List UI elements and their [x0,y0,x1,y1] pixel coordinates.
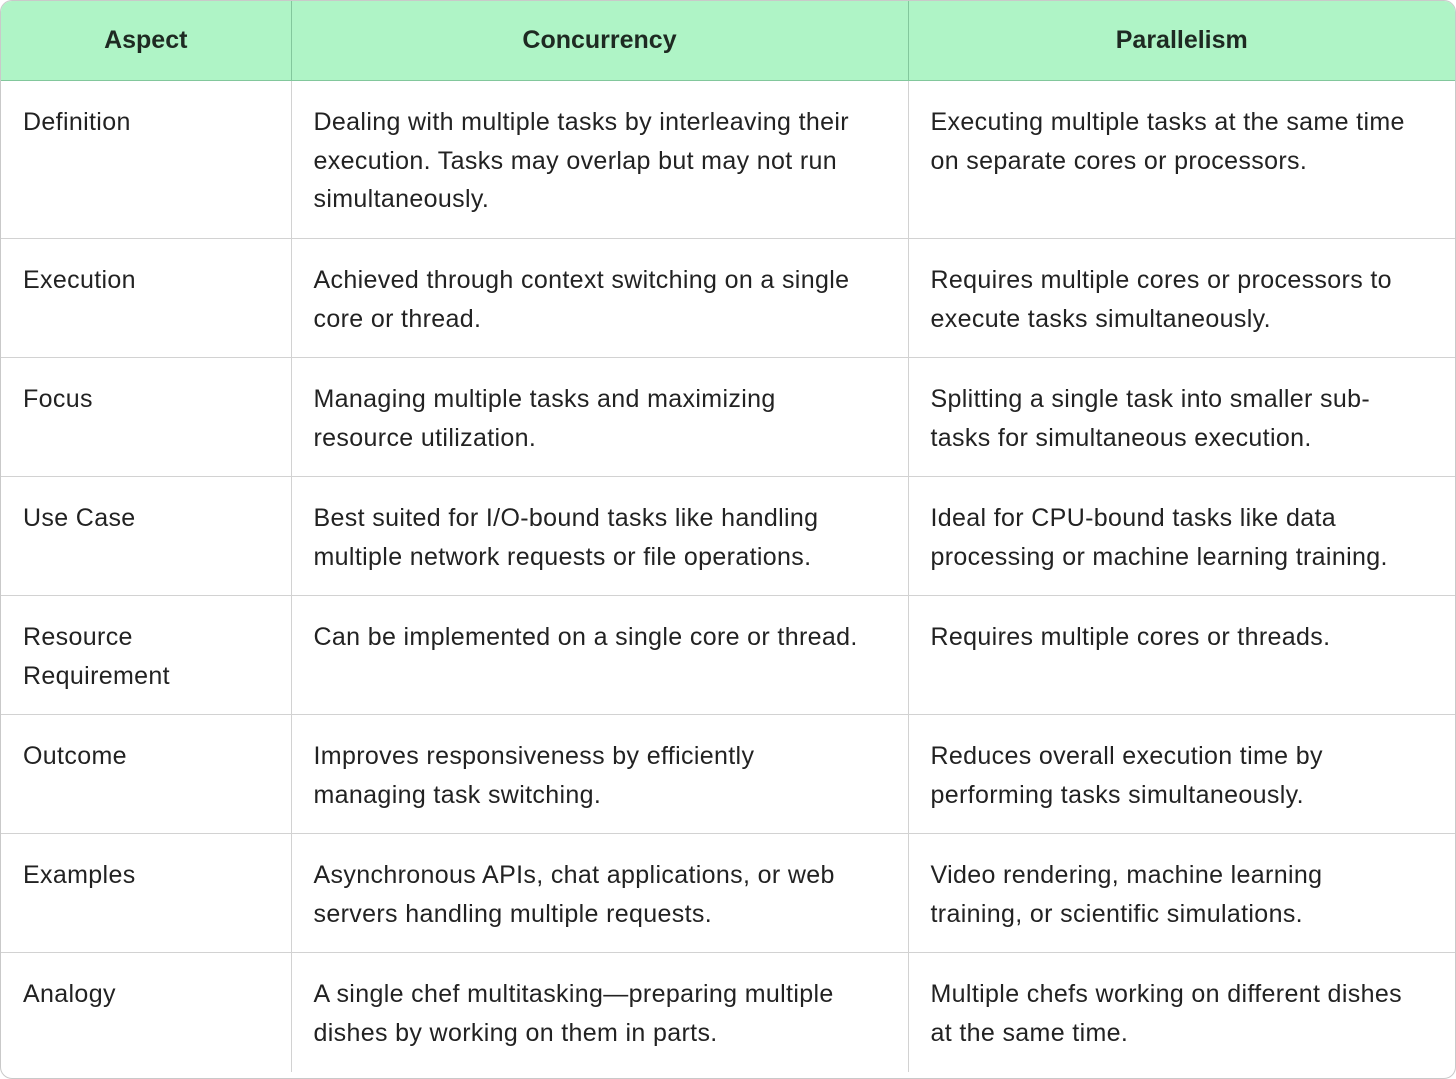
cell-text-line: Requires multiple cores or threads. [930,623,1331,651]
concurrency-cell [291,477,908,596]
concurrency-cell [291,715,908,834]
cell-text-line: Executing multiple tasks at the same time [930,108,1405,136]
cell-text-line: on separate cores or processors. [930,146,1308,175]
cell-text-line: Analogy [23,980,116,1008]
cell-text-line: servers handling multiple requests. [313,899,713,928]
cell-text-line: tasks for simultaneous execution. [930,423,1312,452]
cell-text-line: Requires multiple cores or processors to [930,266,1392,294]
concurrency-cell [291,81,908,239]
cell-text-line: Splitting a single task into smaller sub- [930,385,1371,413]
cell-text-line: performing tasks simultaneously. [930,780,1304,809]
cell-text-line: dishes by working on them in parts. [313,1018,718,1047]
cell-text-line: Dealing with multiple tasks by interleaving their [313,108,849,136]
aspect-cell [1,358,291,477]
aspect-cell [1,715,291,834]
cell-text-line: Reduces overall execution time by [930,742,1323,770]
parallelism-cell [908,358,1455,477]
concurrency-cell [291,834,908,953]
cell-text-line: Definition [23,108,131,136]
cell-text-line: Achieved through context switching on a single [313,266,850,294]
cell-text-line: simultaneously. [313,185,490,213]
aspect-cell [1,239,291,358]
cell-text-line: execution. Tasks may overlap but may not run [313,146,838,175]
aspect-cell [1,477,291,596]
comparison-table [1,1,1455,1072]
cell-text-line: processing or machine learning training. [930,542,1388,571]
parallelism-cell [908,834,1455,953]
cell-text-line: Video rendering, machine learning [930,861,1323,889]
header-concurrency: Concurrency [291,1,908,81]
cell-text-line: Improves responsiveness by efficiently [313,742,755,770]
header-parallelism: Parallelism [908,1,1455,81]
cell-text-line: training, or scientific simulations. [930,899,1303,928]
cell-text-line: core or thread. [313,304,482,333]
concurrency-cell [291,358,908,477]
table-row [1,358,1455,477]
parallelism-cell [908,239,1455,358]
aspect-cell [1,596,291,715]
concurrency-cell [291,953,908,1072]
cell-text-line: Multiple chefs working on different dishes [930,980,1402,1008]
cell-text-line: A single chef multitasking—preparing multiple [313,980,834,1008]
cell-text-line: Ideal for CPU-bound tasks like data [930,504,1337,532]
cell-text-line: multiple network requests or file operations. [313,542,812,571]
aspect-cell [1,953,291,1072]
table-row [1,715,1455,834]
header-aspect: Aspect [1,1,291,81]
cell-text-line: Outcome [23,742,127,770]
cell-text-line: Can be implemented on a single core or thread. [313,623,858,651]
cell-text-line: Resource [23,623,133,651]
aspect-cell [1,81,291,239]
header-row [1,1,1455,81]
cell-text-line: Requirement [23,661,170,690]
cell-text-line: resource utilization. [313,423,537,452]
concurrency-cell [291,239,908,358]
parallelism-cell [908,596,1455,715]
cell-text-line: Best suited for I/O-bound tasks like handling [313,504,819,532]
parallelism-cell [908,477,1455,596]
table-row [1,953,1455,1072]
table-row [1,834,1455,953]
table-row [1,239,1455,358]
cell-text-line: Examples [23,861,136,889]
cell-text-line: managing task switching. [313,780,602,809]
parallelism-cell [908,953,1455,1072]
cell-text-line: Use Case [23,504,136,532]
cell-text-line: at the same time. [930,1018,1129,1047]
table-row [1,81,1455,239]
parallelism-cell [908,715,1455,834]
table-row [1,596,1455,715]
cell-text-line: execute tasks simultaneously. [930,304,1271,333]
cell-text-line: Managing multiple tasks and maximizing [313,385,776,413]
parallelism-cell [908,81,1455,239]
cell-text-line: Execution [23,266,136,294]
cell-text-line: Focus [23,385,93,413]
concurrency-cell [291,596,908,715]
aspect-cell [1,834,291,953]
cell-text-line: Asynchronous APIs, chat applications, or web [313,861,835,889]
table-row [1,477,1455,596]
